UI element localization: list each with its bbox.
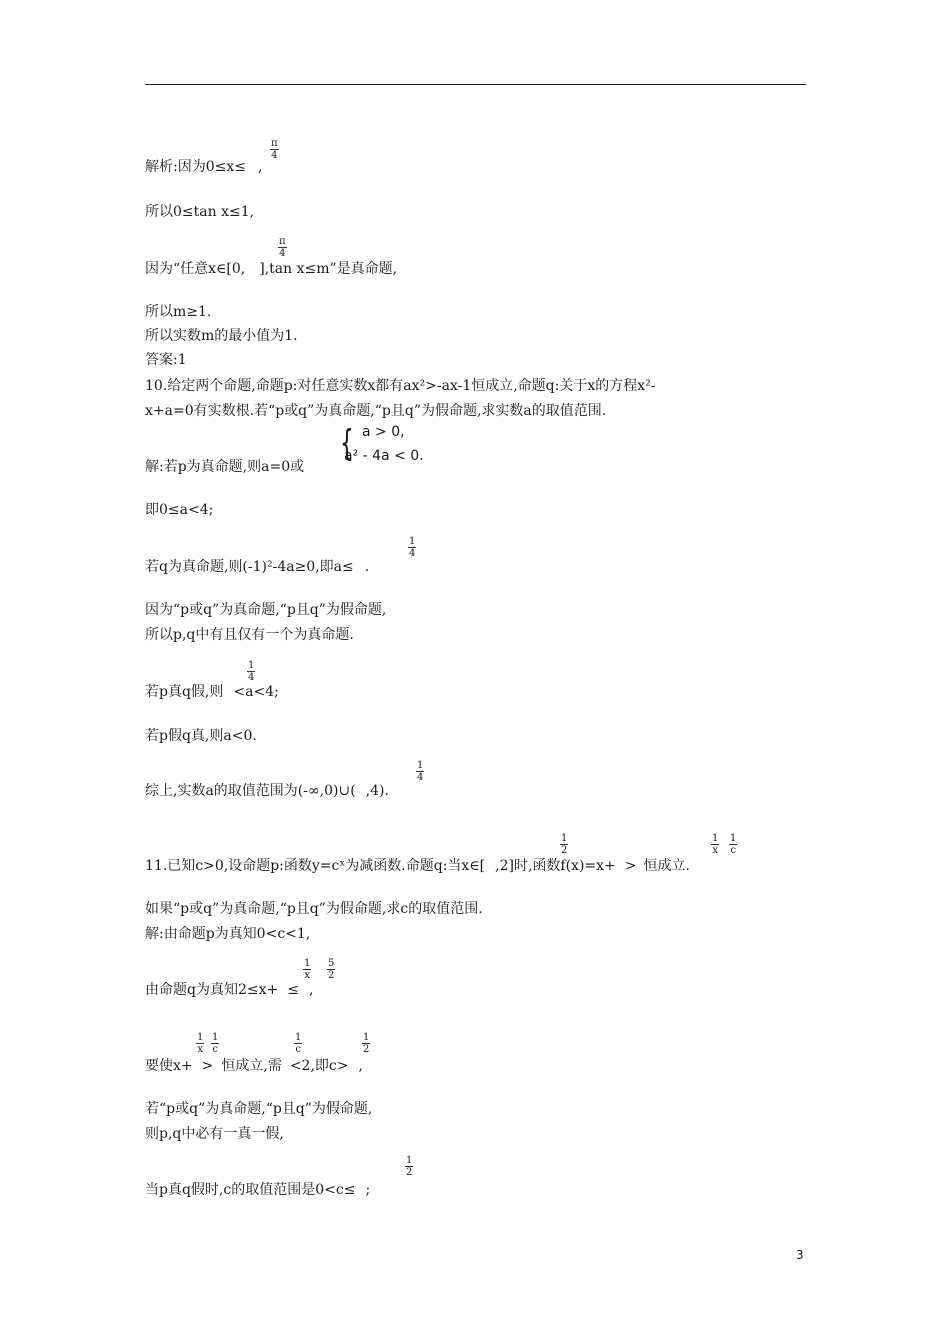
text-line: 所以0≤tan x≤1,: [145, 204, 255, 220]
text-line: 则p,q中必有一真一假,: [145, 1126, 284, 1142]
inequality-system: [340, 424, 430, 468]
fraction-one-over-x: [303, 958, 311, 981]
fraction-one-quarter: [247, 660, 255, 683]
fraction-one-over-c: [729, 833, 737, 856]
text-span: ],tan x≤m”是真命题,: [259, 261, 398, 277]
text-line: 即0≤a<4;: [145, 502, 214, 518]
text-line: [145, 683, 279, 701]
problem-10-line-2: x+a=0有实数根.若“p或q”为真命题,“p且q”为假命题,求实数a的取值范围.: [145, 403, 607, 419]
frac-num: 1: [212, 1032, 219, 1043]
frac-num: 5: [328, 958, 335, 969]
frac-num: π: [279, 236, 286, 247]
frac-den: 2: [406, 1167, 413, 1178]
text-line: [145, 981, 313, 999]
text-span: ,2]时,函数f(x)=x+: [495, 858, 616, 874]
text-span: ,4).: [365, 783, 389, 799]
text-line: 解:由命题p为真知0<c<1,: [145, 926, 311, 942]
frac-num: 1: [712, 833, 719, 844]
fraction-one-half: [362, 1032, 370, 1055]
text-line: 解:若p为真命题,则a=0或: [145, 459, 305, 475]
text-span: >: [624, 858, 637, 874]
text-span: 因为“任意x∈[0,: [145, 261, 246, 277]
text-span: 若p真q假,则: [145, 684, 224, 700]
frac-num: 1: [409, 536, 416, 547]
fraction-one-half: [405, 1155, 413, 1178]
text-span: 由命题q为真知2≤x+: [145, 982, 279, 998]
frac-den: 4: [271, 150, 278, 161]
frac-den: 4: [409, 548, 416, 559]
text-line: 所以m≥1.: [145, 304, 212, 320]
page-number: 3: [796, 1248, 804, 1262]
frac-den: c: [295, 1044, 301, 1055]
frac-num: 1: [561, 833, 568, 844]
frac-num: 1: [406, 1155, 413, 1166]
frac-den: c: [730, 845, 736, 856]
frac-num: 1: [363, 1032, 370, 1043]
frac-den: 4: [248, 672, 255, 683]
frac-num: π: [271, 138, 278, 149]
text-line-analysis: [145, 158, 262, 176]
text-line: [145, 260, 397, 278]
frac-den: c: [212, 1044, 218, 1055]
fraction-one-half: [560, 833, 568, 856]
analysis-text: 解析:因为0≤x≤: [145, 159, 246, 175]
text-line: [145, 558, 369, 576]
text-span: >: [201, 1058, 214, 1074]
frac-num: 1: [248, 660, 255, 671]
header-rule: [145, 84, 806, 85]
frac-num: 1: [304, 958, 311, 969]
text-span: ,: [358, 1058, 363, 1074]
fraction-one-over-x: [711, 833, 719, 856]
text-span: 要使x+: [145, 1058, 193, 1074]
punct: ,: [257, 159, 263, 175]
text-span: 恒成立.: [643, 858, 690, 874]
frac-den: x: [712, 845, 718, 856]
problem-11-line-1: [145, 857, 690, 875]
frac-den: x: [304, 970, 310, 981]
text-span: 当p真q假时,c的取值范围是0<c≤: [145, 1182, 356, 1198]
text-span: 恒成立,需: [221, 1058, 282, 1074]
text-span: 若q为真命题,则(-1)²-4a≥0,即a≤: [145, 559, 354, 575]
text-line: 若p假q真,则a<0.: [145, 728, 257, 744]
text-line: [145, 1181, 370, 1199]
text-span: <a<4;: [233, 684, 279, 700]
fraction-five-halves: [327, 958, 335, 981]
punct: .: [364, 559, 370, 575]
frac-num: 1: [417, 760, 424, 771]
frac-den: 4: [417, 772, 424, 783]
frac-den: 2: [561, 845, 568, 856]
text-line: 若“p或q”为真命题,“p且q”为假命题,: [145, 1101, 373, 1117]
fraction-one-over-c: [211, 1032, 219, 1055]
frac-num: 1: [295, 1032, 302, 1043]
frac-den: x: [197, 1044, 203, 1055]
text-span: <2,即c>: [289, 1058, 349, 1074]
text-line: 因为“p或q”为真命题,“p且q”为假命题,: [145, 602, 387, 618]
frac-num: 1: [197, 1032, 204, 1043]
text-line: [145, 1057, 363, 1075]
system-row-1: a > 0,: [362, 424, 405, 440]
frac-den: 2: [363, 1044, 370, 1055]
frac-den: 2: [328, 970, 335, 981]
frac-den: 4: [279, 248, 286, 259]
fraction-one-quarter: [416, 760, 424, 783]
fraction-pi-over-4: [270, 138, 279, 161]
text-line: 所以p,q中有且仅有一个为真命题.: [145, 627, 354, 643]
fraction-one-quarter: [408, 536, 416, 559]
left-brace-icon: {: [340, 423, 354, 464]
text-span: ,: [308, 982, 314, 998]
text-line: [145, 782, 389, 800]
answer-line: 答案:1: [145, 352, 187, 368]
problem-10-line-1: 10.给定两个命题,命题p:对任意实数x都有ax²>-ax-1恒成立,命题q:关于x的方程x²-: [145, 378, 656, 394]
text-line: 所以实数m的最小值为1.: [145, 328, 298, 344]
frac-num: 1: [730, 833, 737, 844]
punct: ;: [365, 1182, 371, 1198]
text-span: ≤: [287, 982, 299, 998]
text-line: 如果“p或q”为真命题,“p且q”为假命题,求c的取值范围.: [145, 901, 483, 917]
fraction-one-over-c: [294, 1032, 302, 1055]
fraction-one-over-x: [196, 1032, 204, 1055]
system-row-2: a² - 4a < 0.: [344, 448, 424, 464]
fraction-pi-over-4: [278, 236, 287, 259]
text-span: 11.已知c>0,设命题p:函数y=cˣ为减函数.命题q:当x∈[: [145, 858, 486, 874]
text-span: 综上,实数a的取值范围为(-∞,0)∪(: [145, 783, 356, 799]
